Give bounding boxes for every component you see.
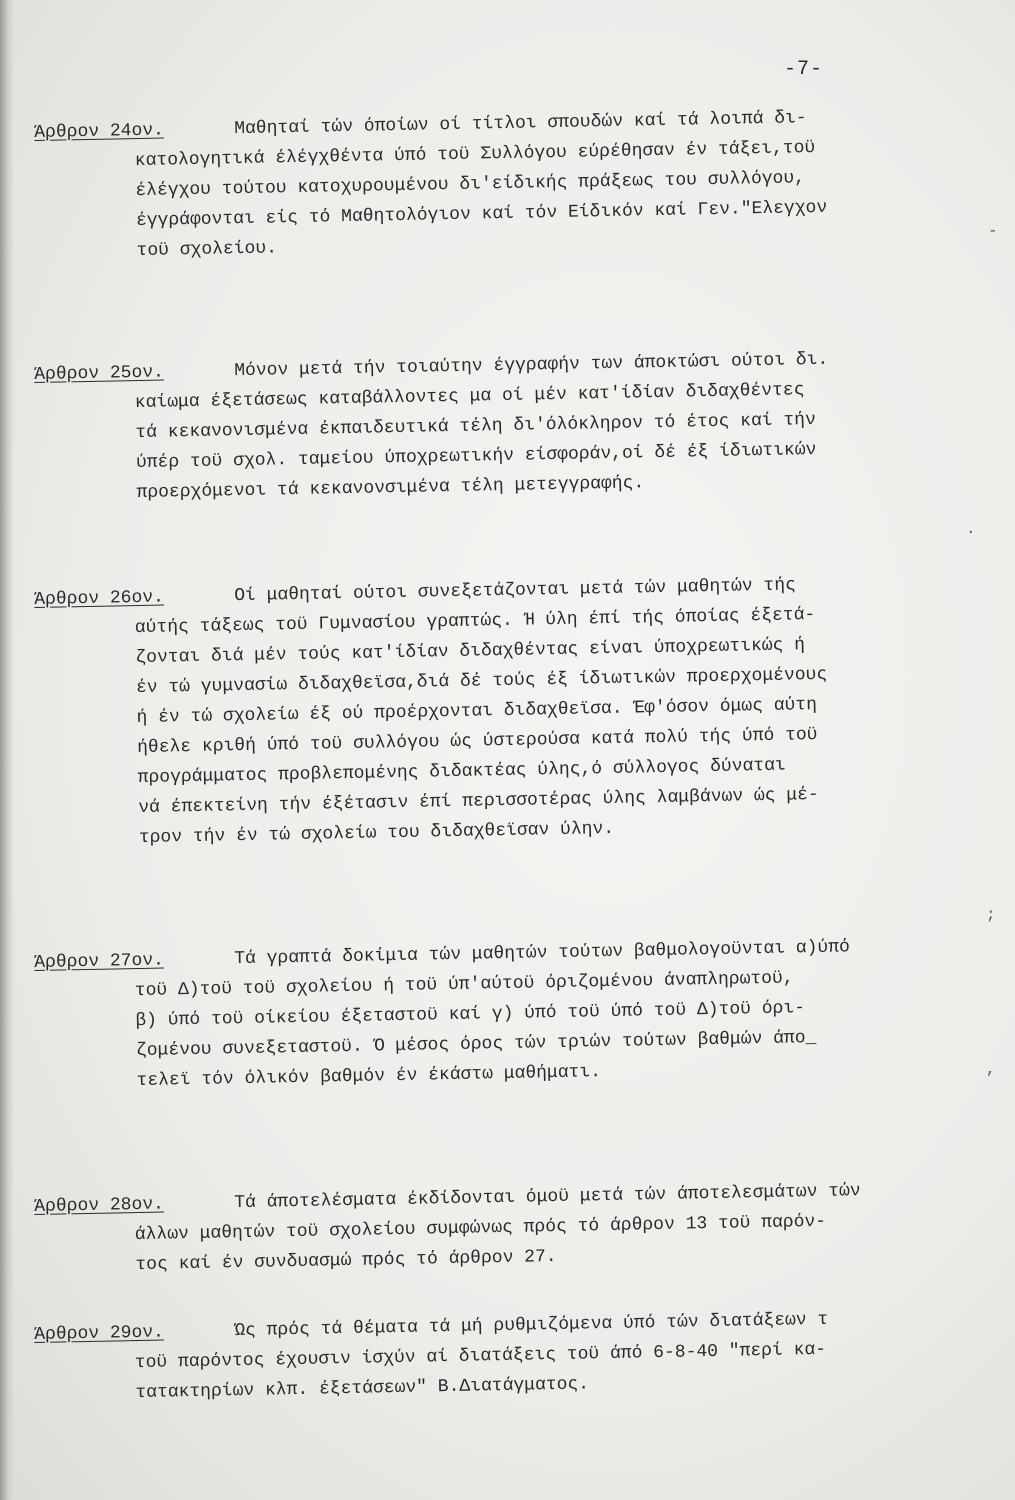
article-line: αύτής τάξεως τοϋ Γυμνασίου γραπτώς. Ή ύλη έπί τής όποίας έξετά- bbox=[134, 605, 816, 639]
article-text: Ώς πρός τά θέματα τά μή ρυθμιζόμενα ύπό τών διατάξεων τ bbox=[234, 1309, 829, 1342]
article-line: β) ύπό τοϋ οίκείου έξεταστοϋ καί γ) ύπό τοϋ ύπό τοϋ Δ)τοϋ όρι- bbox=[135, 998, 806, 1032]
article-text: Τά άποτελέσματα έκδίδονται όμοϋ μετά τών άποτελεσμάτων τών bbox=[234, 1181, 861, 1214]
article-line: έν τώ γυμνασίω διδαχθεϊσα,διά δέ τούς έξ ίδιωτικών προερχομένους bbox=[135, 664, 828, 699]
margin-dot-mark: , bbox=[986, 1060, 996, 1078]
article-line: ζομένου συνεξεταστοϋ. Ό μέσος όρος τών τριών τούτων βαθμών άπο_ bbox=[135, 1027, 817, 1062]
margin-dot-mark: . bbox=[966, 520, 976, 538]
article-line: ύπέρ τοϋ σχολ. ταμείου ύποχρεωτικήν είσφοράν,οί δέ έξ ίδιωτικών bbox=[135, 439, 817, 474]
article-line: τοϋ σχολείου. bbox=[136, 238, 278, 262]
article-line: τρον τήν έν τώ σχολείω του διδαχθεϊσαν ύλην. bbox=[138, 818, 615, 849]
article-line: έλέγχου τούτου κατοχυρουμένου δι'είδικής πράξεως του συλλόγου, bbox=[135, 168, 806, 202]
article-26 bbox=[34, 567, 999, 855]
article-line: τά κεκανονισμένα έκπαιδευτικά τέλη δι'όλόκληρον τό έτος καί τήν bbox=[135, 410, 817, 444]
article-line: ζονται διά μέν τούς κατ'ίδίαν διδαχθέντας είναι ύποχρεωτικώς ή bbox=[135, 635, 806, 669]
article-text: Μόνον μετά τήν τοιαύτην έγγραφήν των άποκτώσι ούτοι δι. bbox=[234, 349, 829, 382]
article-heading: Άρθρον 25ον. bbox=[34, 362, 165, 385]
article-25 bbox=[34, 342, 997, 510]
article-28 bbox=[34, 1174, 996, 1282]
article-line: άλλων μαθητών τοϋ σχολείου συμφώνως πρός τό άρθρον 13 τοϋ παρόν- bbox=[134, 1211, 827, 1246]
article-line: τοϋ Δ)τοϋ τοϋ σχολείου ή τοϋ ύπ'αύτοϋ όριζομένου άναπληρωτοϋ, bbox=[134, 968, 794, 1002]
margin-dot-mark: ; bbox=[986, 906, 996, 924]
article-text: Μαθηταί τών όποίων οί τίτλοι σπουδών καί τά λοιπά δι- bbox=[234, 108, 807, 140]
article-heading: Άρθρον 28ον. bbox=[34, 1194, 165, 1217]
article-line: ήθελε κριθή ύπό τοϋ συλλόγου ώς ύστερούσα κατά πολύ τής ύπό τοϋ bbox=[136, 724, 818, 759]
article-line: τοϋ παρόντος έχουσιν ίσχύν αί διατάξεις τοϋ άπό 6-8-40 "περί κα- bbox=[134, 1339, 827, 1374]
article-heading: Άρθρον 26ον. bbox=[34, 587, 165, 610]
margin-dash-mark: - bbox=[988, 222, 998, 240]
article-line: τελεϊ τόν όλικόν βαθμόν έν έκάστω μαθήματι. bbox=[136, 1062, 602, 1092]
article-text: Οί μαθηταί ούτοι συνεξετάζονται μετά τών μαθητών τής bbox=[234, 575, 797, 607]
article-line: έγγράφονται είς τό Μαθητολόγιον καί τόν Είδικόν καί Γεν."Ελεγχον bbox=[135, 197, 828, 232]
article-heading: Άρθρον 29ον. bbox=[34, 1322, 165, 1345]
article-line: κατολογητικά έλέγχθέντα ύπό τοϋ Συλλόγου εύρέθησαν έν τάξει,τοϋ bbox=[134, 138, 816, 172]
article-text: Τά γραπτά δοκίμια τών μαθητών τούτων βαθμολογοϋνται α)ύπό bbox=[234, 937, 851, 970]
article-heading: Άρθρον 24ον. bbox=[34, 120, 165, 143]
article-line: καίωμα έξετάσεως καταβάλλοντες μα οί μέν κατ'ίδίαν διδαχθέντες bbox=[134, 380, 805, 414]
article-24 bbox=[34, 100, 997, 268]
article-heading: Άρθρον 27ον. bbox=[34, 950, 165, 973]
article-line: προγράμματος προβλεπομένης διδακτέας ύλης,ό σύλλογος δύναται bbox=[137, 755, 786, 789]
article-27 bbox=[34, 930, 997, 1098]
article-line: ή έν τώ σχολείω έξ ού προέρχονται διδαχθεϊσα. Έφ'όσον όμως αύτη bbox=[136, 694, 818, 729]
article-line: τατακτηρίων κλπ. έξετάσεων" Β.Διατάγματος. bbox=[135, 1374, 590, 1404]
article-line: νά έπεκτείνη τήν έξέτασιν έπί περισσοτέρας ύλης λαμβάνων ώς μέ- bbox=[138, 784, 819, 819]
binding-shadow bbox=[0, 0, 14, 1500]
article-line: τος καί έν συνδυασμώ πρός τό άρθρον 27. bbox=[135, 1246, 557, 1276]
article-29 bbox=[34, 1302, 996, 1410]
page-number: -7- bbox=[784, 58, 824, 81]
article-line: προερχόμενοι τά κεκανονσιμένα τέλη μετεγγραφής. bbox=[136, 473, 645, 504]
